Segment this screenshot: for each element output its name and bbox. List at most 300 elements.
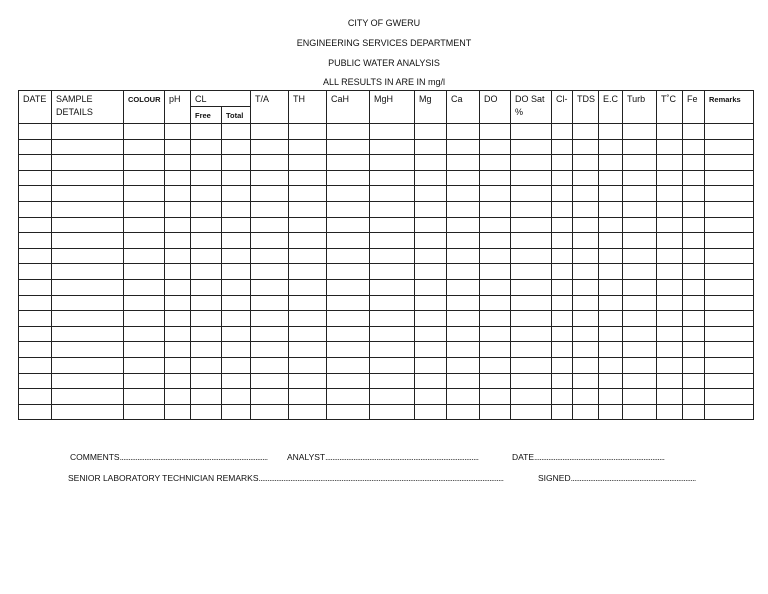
table-cell[interactable] bbox=[191, 155, 222, 171]
table-cell[interactable] bbox=[447, 342, 480, 358]
table-cell[interactable] bbox=[191, 373, 222, 389]
table-cell[interactable] bbox=[327, 217, 370, 233]
table-cell[interactable] bbox=[552, 311, 573, 327]
table-cell[interactable] bbox=[124, 373, 165, 389]
table-cell[interactable] bbox=[327, 389, 370, 405]
table-cell[interactable] bbox=[327, 357, 370, 373]
table-cell[interactable] bbox=[447, 233, 480, 249]
table-cell[interactable] bbox=[19, 373, 52, 389]
table-cell[interactable] bbox=[623, 342, 657, 358]
table-cell[interactable] bbox=[447, 155, 480, 171]
table-cell[interactable] bbox=[415, 389, 447, 405]
table-cell[interactable] bbox=[327, 155, 370, 171]
table-cell[interactable] bbox=[599, 201, 623, 217]
table-cell[interactable] bbox=[623, 326, 657, 342]
table-cell[interactable] bbox=[573, 201, 599, 217]
table-cell[interactable] bbox=[289, 311, 327, 327]
table-cell[interactable] bbox=[705, 326, 754, 342]
table-cell[interactable] bbox=[599, 170, 623, 186]
table-cell[interactable] bbox=[552, 342, 573, 358]
table-cell[interactable] bbox=[480, 357, 511, 373]
table-cell[interactable] bbox=[124, 170, 165, 186]
table-cell[interactable] bbox=[552, 279, 573, 295]
table-cell[interactable] bbox=[480, 124, 511, 140]
table-cell[interactable] bbox=[573, 155, 599, 171]
table-cell[interactable] bbox=[415, 311, 447, 327]
table-cell[interactable] bbox=[289, 186, 327, 202]
table-cell[interactable] bbox=[599, 248, 623, 264]
table-cell[interactable] bbox=[511, 139, 552, 155]
table-cell[interactable] bbox=[370, 279, 415, 295]
table-cell[interactable] bbox=[222, 295, 251, 311]
table-cell[interactable] bbox=[165, 170, 191, 186]
table-cell[interactable] bbox=[480, 217, 511, 233]
table-cell[interactable] bbox=[19, 248, 52, 264]
table-cell[interactable] bbox=[370, 233, 415, 249]
table-cell[interactable] bbox=[447, 217, 480, 233]
table-cell[interactable] bbox=[19, 124, 52, 140]
table-cell[interactable] bbox=[599, 155, 623, 171]
table-cell[interactable] bbox=[415, 279, 447, 295]
signed-field[interactable]: ....................................................................... bbox=[570, 473, 696, 483]
table-cell[interactable] bbox=[52, 389, 124, 405]
table-cell[interactable] bbox=[165, 404, 191, 420]
table-cell[interactable] bbox=[289, 342, 327, 358]
table-cell[interactable] bbox=[251, 170, 289, 186]
table-cell[interactable] bbox=[124, 186, 165, 202]
table-cell[interactable] bbox=[511, 295, 552, 311]
table-cell[interactable] bbox=[19, 155, 52, 171]
table-cell[interactable] bbox=[623, 155, 657, 171]
table-cell[interactable] bbox=[599, 233, 623, 249]
table-cell[interactable] bbox=[165, 326, 191, 342]
table-cell[interactable] bbox=[552, 170, 573, 186]
table-cell[interactable] bbox=[370, 155, 415, 171]
table-cell[interactable] bbox=[327, 404, 370, 420]
table-cell[interactable] bbox=[289, 217, 327, 233]
table-cell[interactable] bbox=[222, 342, 251, 358]
table-cell[interactable] bbox=[222, 264, 251, 280]
table-cell[interactable] bbox=[415, 170, 447, 186]
table-cell[interactable] bbox=[165, 233, 191, 249]
table-cell[interactable] bbox=[623, 279, 657, 295]
table-cell[interactable] bbox=[657, 373, 683, 389]
table-cell[interactable] bbox=[191, 357, 222, 373]
table-cell[interactable] bbox=[165, 124, 191, 140]
table-cell[interactable] bbox=[52, 139, 124, 155]
table-cell[interactable] bbox=[19, 295, 52, 311]
table-cell[interactable] bbox=[222, 155, 251, 171]
table-cell[interactable] bbox=[705, 139, 754, 155]
table-cell[interactable] bbox=[447, 170, 480, 186]
table-cell[interactable] bbox=[124, 139, 165, 155]
table-cell[interactable] bbox=[415, 124, 447, 140]
table-cell[interactable] bbox=[599, 373, 623, 389]
table-cell[interactable] bbox=[683, 186, 705, 202]
table-cell[interactable] bbox=[327, 248, 370, 264]
table-cell[interactable] bbox=[52, 326, 124, 342]
table-cell[interactable] bbox=[705, 201, 754, 217]
table-cell[interactable] bbox=[447, 186, 480, 202]
table-cell[interactable] bbox=[599, 357, 623, 373]
table-cell[interactable] bbox=[573, 389, 599, 405]
table-cell[interactable] bbox=[415, 155, 447, 171]
table-cell[interactable] bbox=[552, 201, 573, 217]
table-cell[interactable] bbox=[623, 311, 657, 327]
table-cell[interactable] bbox=[552, 186, 573, 202]
table-cell[interactable] bbox=[52, 186, 124, 202]
table-cell[interactable] bbox=[705, 389, 754, 405]
table-cell[interactable] bbox=[447, 124, 480, 140]
table-cell[interactable] bbox=[191, 170, 222, 186]
table-cell[interactable] bbox=[327, 295, 370, 311]
table-cell[interactable] bbox=[124, 389, 165, 405]
table-cell[interactable] bbox=[705, 233, 754, 249]
table-cell[interactable] bbox=[447, 311, 480, 327]
table-cell[interactable] bbox=[191, 311, 222, 327]
table-cell[interactable] bbox=[511, 373, 552, 389]
table-cell[interactable] bbox=[599, 404, 623, 420]
table-cell[interactable] bbox=[573, 170, 599, 186]
table-cell[interactable] bbox=[19, 139, 52, 155]
table-cell[interactable] bbox=[327, 233, 370, 249]
table-cell[interactable] bbox=[705, 279, 754, 295]
table-cell[interactable] bbox=[552, 233, 573, 249]
table-cell[interactable] bbox=[124, 248, 165, 264]
table-cell[interactable] bbox=[52, 404, 124, 420]
table-cell[interactable] bbox=[370, 389, 415, 405]
table-cell[interactable] bbox=[415, 404, 447, 420]
table-cell[interactable] bbox=[165, 279, 191, 295]
table-cell[interactable] bbox=[480, 186, 511, 202]
table-cell[interactable] bbox=[415, 248, 447, 264]
table-cell[interactable] bbox=[623, 404, 657, 420]
table-cell[interactable] bbox=[573, 124, 599, 140]
table-cell[interactable] bbox=[251, 389, 289, 405]
table-cell[interactable] bbox=[447, 389, 480, 405]
table-cell[interactable] bbox=[657, 311, 683, 327]
table-cell[interactable] bbox=[511, 124, 552, 140]
table-cell[interactable] bbox=[480, 404, 511, 420]
table-cell[interactable] bbox=[683, 155, 705, 171]
table-cell[interactable] bbox=[222, 124, 251, 140]
table-cell[interactable] bbox=[573, 326, 599, 342]
table-cell[interactable] bbox=[191, 233, 222, 249]
table-cell[interactable] bbox=[370, 170, 415, 186]
table-cell[interactable] bbox=[19, 389, 52, 405]
table-cell[interactable] bbox=[599, 217, 623, 233]
table-cell[interactable] bbox=[251, 248, 289, 264]
table-cell[interactable] bbox=[165, 295, 191, 311]
table-cell[interactable] bbox=[683, 389, 705, 405]
table-cell[interactable] bbox=[657, 217, 683, 233]
table-cell[interactable] bbox=[191, 326, 222, 342]
table-cell[interactable] bbox=[327, 186, 370, 202]
table-cell[interactable] bbox=[657, 389, 683, 405]
table-cell[interactable] bbox=[511, 264, 552, 280]
table-cell[interactable] bbox=[327, 342, 370, 358]
table-cell[interactable] bbox=[657, 295, 683, 311]
table-cell[interactable] bbox=[251, 139, 289, 155]
table-cell[interactable] bbox=[370, 404, 415, 420]
table-cell[interactable] bbox=[573, 404, 599, 420]
table-cell[interactable] bbox=[683, 217, 705, 233]
table-cell[interactable] bbox=[480, 201, 511, 217]
table-cell[interactable] bbox=[623, 139, 657, 155]
table-cell[interactable] bbox=[705, 404, 754, 420]
table-cell[interactable] bbox=[683, 295, 705, 311]
table-cell[interactable] bbox=[657, 248, 683, 264]
table-cell[interactable] bbox=[511, 326, 552, 342]
table-cell[interactable] bbox=[683, 248, 705, 264]
table-cell[interactable] bbox=[447, 264, 480, 280]
table-cell[interactable] bbox=[415, 264, 447, 280]
table-cell[interactable] bbox=[599, 342, 623, 358]
table-cell[interactable] bbox=[705, 342, 754, 358]
table-cell[interactable] bbox=[165, 186, 191, 202]
table-cell[interactable] bbox=[251, 311, 289, 327]
table-cell[interactable] bbox=[124, 404, 165, 420]
table-cell[interactable] bbox=[552, 373, 573, 389]
table-cell[interactable] bbox=[370, 139, 415, 155]
table-cell[interactable] bbox=[657, 326, 683, 342]
table-cell[interactable] bbox=[705, 170, 754, 186]
table-cell[interactable] bbox=[19, 217, 52, 233]
table-cell[interactable] bbox=[52, 170, 124, 186]
table-cell[interactable] bbox=[191, 248, 222, 264]
table-cell[interactable] bbox=[251, 404, 289, 420]
table-cell[interactable] bbox=[222, 233, 251, 249]
table-cell[interactable] bbox=[327, 373, 370, 389]
table-cell[interactable] bbox=[52, 264, 124, 280]
table-cell[interactable] bbox=[447, 357, 480, 373]
table-cell[interactable] bbox=[289, 248, 327, 264]
table-cell[interactable] bbox=[599, 295, 623, 311]
table-cell[interactable] bbox=[124, 264, 165, 280]
table-cell[interactable] bbox=[511, 186, 552, 202]
table-cell[interactable] bbox=[573, 264, 599, 280]
table-cell[interactable] bbox=[251, 295, 289, 311]
table-cell[interactable] bbox=[657, 342, 683, 358]
table-cell[interactable] bbox=[191, 124, 222, 140]
table-cell[interactable] bbox=[480, 233, 511, 249]
table-cell[interactable] bbox=[552, 155, 573, 171]
table-cell[interactable] bbox=[165, 357, 191, 373]
comments-field[interactable]: .................................................................................... bbox=[119, 452, 268, 462]
table-cell[interactable] bbox=[327, 124, 370, 140]
table-cell[interactable] bbox=[599, 139, 623, 155]
table-cell[interactable] bbox=[327, 326, 370, 342]
table-cell[interactable] bbox=[705, 295, 754, 311]
table-cell[interactable] bbox=[657, 201, 683, 217]
table-cell[interactable] bbox=[19, 279, 52, 295]
table-cell[interactable] bbox=[415, 295, 447, 311]
table-cell[interactable] bbox=[289, 124, 327, 140]
table-cell[interactable] bbox=[683, 170, 705, 186]
table-cell[interactable] bbox=[289, 170, 327, 186]
table-cell[interactable] bbox=[573, 295, 599, 311]
table-cell[interactable] bbox=[683, 311, 705, 327]
table-cell[interactable] bbox=[480, 139, 511, 155]
table-cell[interactable] bbox=[705, 248, 754, 264]
table-cell[interactable] bbox=[511, 170, 552, 186]
table-cell[interactable] bbox=[480, 264, 511, 280]
table-cell[interactable] bbox=[222, 248, 251, 264]
table-cell[interactable] bbox=[222, 357, 251, 373]
table-cell[interactable] bbox=[251, 279, 289, 295]
table-cell[interactable] bbox=[480, 342, 511, 358]
table-cell[interactable] bbox=[480, 279, 511, 295]
table-cell[interactable] bbox=[165, 311, 191, 327]
table-cell[interactable] bbox=[511, 201, 552, 217]
table-cell[interactable] bbox=[623, 233, 657, 249]
table-cell[interactable] bbox=[222, 186, 251, 202]
table-cell[interactable] bbox=[327, 139, 370, 155]
table-cell[interactable] bbox=[599, 279, 623, 295]
table-cell[interactable] bbox=[19, 233, 52, 249]
table-cell[interactable] bbox=[480, 389, 511, 405]
table-cell[interactable] bbox=[705, 373, 754, 389]
table-cell[interactable] bbox=[683, 233, 705, 249]
table-cell[interactable] bbox=[447, 295, 480, 311]
table-cell[interactable] bbox=[222, 311, 251, 327]
table-cell[interactable] bbox=[599, 326, 623, 342]
table-cell[interactable] bbox=[124, 342, 165, 358]
table-cell[interactable] bbox=[370, 248, 415, 264]
table-cell[interactable] bbox=[222, 326, 251, 342]
table-cell[interactable] bbox=[165, 201, 191, 217]
table-cell[interactable] bbox=[705, 357, 754, 373]
table-cell[interactable] bbox=[657, 404, 683, 420]
table-cell[interactable] bbox=[52, 342, 124, 358]
table-cell[interactable] bbox=[327, 311, 370, 327]
table-cell[interactable] bbox=[480, 248, 511, 264]
table-cell[interactable] bbox=[124, 357, 165, 373]
table-cell[interactable] bbox=[573, 233, 599, 249]
table-cell[interactable] bbox=[191, 217, 222, 233]
table-cell[interactable] bbox=[683, 404, 705, 420]
table-cell[interactable] bbox=[415, 373, 447, 389]
table-cell[interactable] bbox=[447, 404, 480, 420]
table-cell[interactable] bbox=[327, 264, 370, 280]
table-cell[interactable] bbox=[370, 264, 415, 280]
table-cell[interactable] bbox=[705, 124, 754, 140]
table-cell[interactable] bbox=[289, 389, 327, 405]
table-cell[interactable] bbox=[573, 186, 599, 202]
table-cell[interactable] bbox=[623, 295, 657, 311]
table-cell[interactable] bbox=[52, 295, 124, 311]
table-cell[interactable] bbox=[683, 279, 705, 295]
table-cell[interactable] bbox=[370, 295, 415, 311]
table-cell[interactable] bbox=[191, 201, 222, 217]
table-cell[interactable] bbox=[573, 357, 599, 373]
table-cell[interactable] bbox=[447, 201, 480, 217]
table-cell[interactable] bbox=[222, 201, 251, 217]
date-field[interactable]: .......................................................................... bbox=[534, 452, 665, 462]
table-cell[interactable] bbox=[370, 357, 415, 373]
table-cell[interactable] bbox=[251, 155, 289, 171]
table-cell[interactable] bbox=[289, 201, 327, 217]
table-cell[interactable] bbox=[52, 373, 124, 389]
table-cell[interactable] bbox=[327, 170, 370, 186]
table-cell[interactable] bbox=[191, 295, 222, 311]
table-cell[interactable] bbox=[552, 404, 573, 420]
table-cell[interactable] bbox=[683, 124, 705, 140]
table-cell[interactable] bbox=[511, 389, 552, 405]
table-cell[interactable] bbox=[552, 124, 573, 140]
table-cell[interactable] bbox=[289, 357, 327, 373]
table-cell[interactable] bbox=[52, 279, 124, 295]
table-cell[interactable] bbox=[623, 201, 657, 217]
table-cell[interactable] bbox=[599, 186, 623, 202]
table-cell[interactable] bbox=[165, 373, 191, 389]
table-cell[interactable] bbox=[415, 217, 447, 233]
table-cell[interactable] bbox=[657, 124, 683, 140]
table-cell[interactable] bbox=[327, 201, 370, 217]
table-cell[interactable] bbox=[705, 217, 754, 233]
table-cell[interactable] bbox=[552, 217, 573, 233]
table-cell[interactable] bbox=[657, 233, 683, 249]
table-cell[interactable] bbox=[222, 139, 251, 155]
table-cell[interactable] bbox=[124, 217, 165, 233]
table-cell[interactable] bbox=[52, 201, 124, 217]
table-cell[interactable] bbox=[222, 373, 251, 389]
table-cell[interactable] bbox=[447, 373, 480, 389]
table-cell[interactable] bbox=[573, 311, 599, 327]
table-cell[interactable] bbox=[480, 170, 511, 186]
table-cell[interactable] bbox=[552, 357, 573, 373]
table-cell[interactable] bbox=[683, 201, 705, 217]
table-cell[interactable] bbox=[511, 233, 552, 249]
table-cell[interactable] bbox=[191, 139, 222, 155]
table-cell[interactable] bbox=[251, 357, 289, 373]
table-cell[interactable] bbox=[370, 217, 415, 233]
table-cell[interactable] bbox=[165, 264, 191, 280]
table-cell[interactable] bbox=[657, 186, 683, 202]
table-cell[interactable] bbox=[511, 342, 552, 358]
table-cell[interactable] bbox=[415, 342, 447, 358]
table-cell[interactable] bbox=[251, 217, 289, 233]
table-cell[interactable] bbox=[191, 342, 222, 358]
table-cell[interactable] bbox=[251, 186, 289, 202]
table-cell[interactable] bbox=[511, 155, 552, 171]
table-cell[interactable] bbox=[191, 389, 222, 405]
table-cell[interactable] bbox=[289, 279, 327, 295]
table-cell[interactable] bbox=[573, 342, 599, 358]
table-cell[interactable] bbox=[599, 389, 623, 405]
table-cell[interactable] bbox=[599, 311, 623, 327]
table-cell[interactable] bbox=[52, 233, 124, 249]
table-cell[interactable] bbox=[289, 264, 327, 280]
table-cell[interactable] bbox=[19, 311, 52, 327]
table-cell[interactable] bbox=[705, 186, 754, 202]
table-cell[interactable] bbox=[623, 186, 657, 202]
table-cell[interactable] bbox=[251, 201, 289, 217]
table-cell[interactable] bbox=[165, 139, 191, 155]
table-cell[interactable] bbox=[683, 326, 705, 342]
table-cell[interactable] bbox=[289, 139, 327, 155]
table-cell[interactable] bbox=[191, 279, 222, 295]
table-cell[interactable] bbox=[289, 373, 327, 389]
table-cell[interactable] bbox=[370, 342, 415, 358]
table-cell[interactable] bbox=[683, 373, 705, 389]
table-cell[interactable] bbox=[222, 217, 251, 233]
table-cell[interactable] bbox=[511, 217, 552, 233]
table-cell[interactable] bbox=[573, 279, 599, 295]
table-cell[interactable] bbox=[124, 201, 165, 217]
table-cell[interactable] bbox=[415, 357, 447, 373]
table-cell[interactable] bbox=[657, 155, 683, 171]
